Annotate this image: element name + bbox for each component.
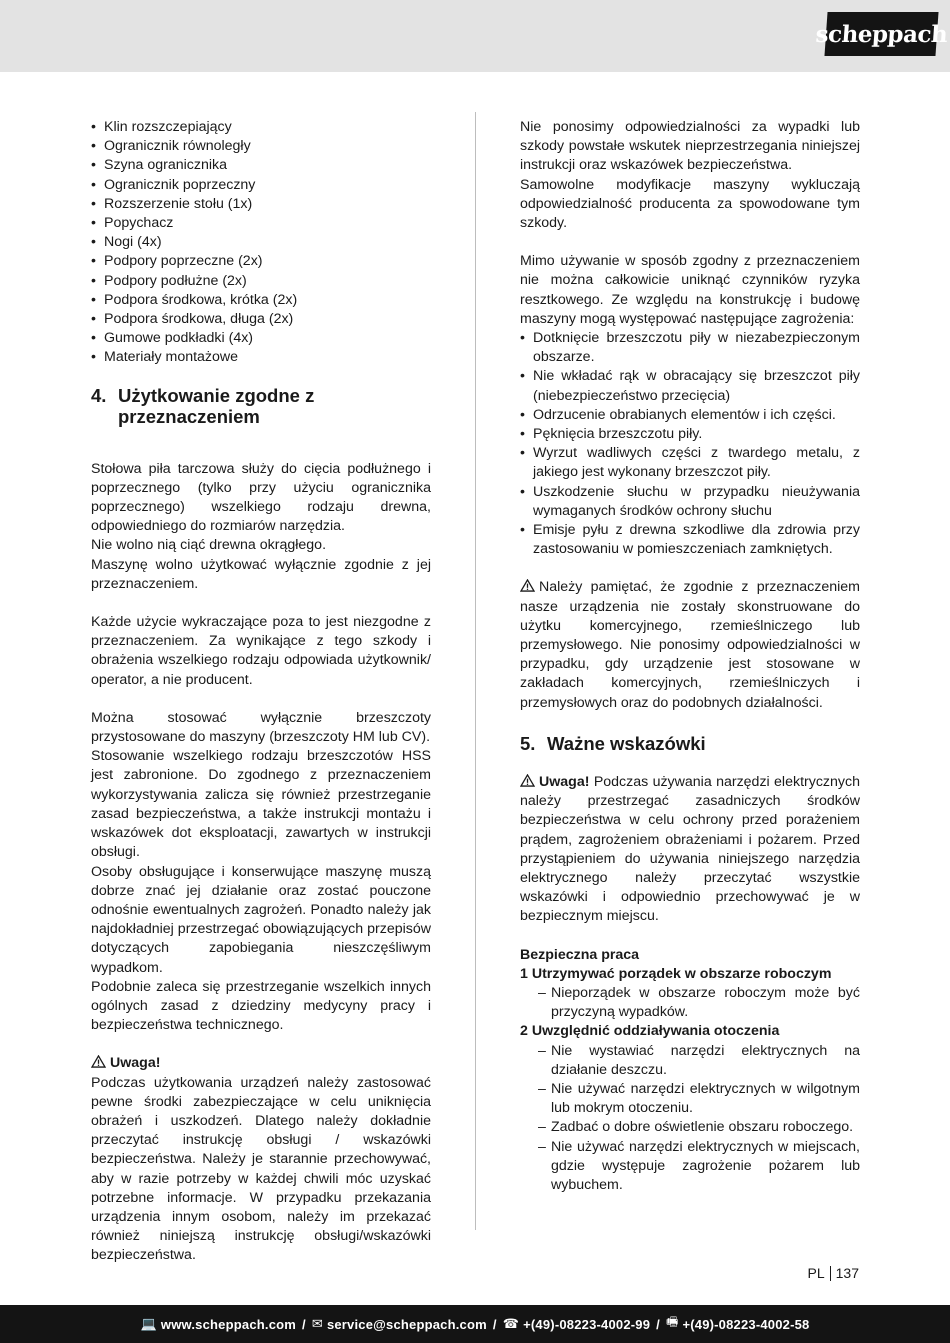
warning-heading: [91, 1054, 431, 1073]
warning-icon: [91, 1055, 106, 1068]
paragraph: Można stosować wyłącznie brzeszczoty przystosowane do maszyny (brzeszczoty HM lub CV).: [91, 709, 431, 746]
footer-website[interactable]: www.scheppach.com: [160, 1316, 297, 1332]
section-number: 4.: [91, 384, 107, 406]
page-separator: [830, 1266, 831, 1281]
column-divider: [475, 112, 476, 1230]
list-item: – Nieporządek w obszarze roboczym może być przyczyną wypadków.: [538, 984, 860, 1022]
paragraph: Maszynę wolno użytkować wyłącznie zgodnie z jej przeznaczeniem.: [91, 556, 431, 592]
section-title: Użytkowanie zgodne z przeznaczeniem: [118, 384, 315, 427]
warning-label: Uwaga!: [110, 1055, 161, 1072]
phone-icon: ☎: [502, 1316, 520, 1331]
list-item: • Podpora środkowa, krótka (2x): [91, 291, 431, 310]
footer-fax: +(49)-08223-4002-58: [682, 1316, 810, 1332]
list-item: • Popychacz: [91, 214, 431, 233]
warning-paragraph: [520, 773, 860, 927]
list-item: – Zadbać o dobre oświetlenie obszaru roboczego.: [538, 1118, 860, 1137]
mail-icon: ✉: [311, 1316, 323, 1331]
list-item: • Uszkodzenie słuchu w przypadku nieużywania wymaganych środków ochrony słuchu: [520, 483, 860, 521]
list-item: • Ogranicznik równoległy: [91, 137, 431, 156]
paragraph-text: Podczas używania narzędzi elektrycznych należy przestrzegać zasadniczych środków bezpieczeństwa w celu ochrony przed porażeniem prądem, zagrożeniem obrażeniami i pożarem. Przed przystąpieniem do używania niniejszego narzędzia elektrycznego należy przeczytać wszystkie wskazówki i odpowiednio przechowywać je w bezpiecznym miejscu.: [520, 773, 860, 925]
list-item: – Nie używać narzędzi elektrycznych w wilgotnym lub mokrym otoczeniu.: [538, 1080, 860, 1118]
fax-icon: 🖷: [665, 1314, 679, 1329]
paragraph: Nie wolno nią ciąć drewna okrągłego.: [91, 537, 327, 554]
paragraph: Mimo używanie w sposób zgodny z przeznaczeniem nie można całkowicie uniknąć czynników ryzyka resztkowego. Ze względu na konstrukcję i budowę maszyny mogą występować następujące zagrożenia:: [520, 253, 860, 327]
risk-list: [520, 329, 860, 559]
list-item: – Nie wystawiać narzędzi elektrycznych na działanie deszczu.: [538, 1042, 860, 1080]
paragraph: Stołowa piła tarczowa służy do cięcia podłużnego i poprzecznego (tylko przy użyciu ogranicznika poprzecznego) wszelkiego rodzaju drewna, odpowiedniego do rozmiarów narzędzia.: [91, 460, 431, 535]
parts-list: [91, 118, 431, 368]
footer-separator: /: [302, 1316, 306, 1332]
list-item: • Odrzucenie obrabianych elementów i ich części.: [520, 406, 860, 425]
page-number: [808, 1265, 859, 1281]
list-item: • Materiały montażowe: [91, 348, 431, 367]
right-column: [520, 118, 860, 1195]
list-item: • Rozszerzenie stołu (1x): [91, 195, 431, 214]
rule-1-list: [520, 984, 860, 1022]
warning-icon: [520, 579, 535, 592]
left-column: [91, 118, 431, 1266]
list-item: • Pęknięcia brzeszczotu piły.: [520, 425, 860, 444]
section-number: 5.: [520, 732, 536, 754]
paragraph: Stosowanie wszelkiego rodzaju brzeszczotów HSS jest zabronione. Do zgodnego z przeznaczeniem wykorzystywania zalicza się również przestrzeganie zasad bezpieczeństwa, a także instrukcji montażu i wskazówek dot eksploatacji, zawartych w instrukcji obsługi.: [91, 748, 431, 861]
paragraph-text: Należy pamiętać, że zgodnie z przeznaczeniem nasze urządzenia nie zostały skonstruowane do użytku komercyjnego, rzemieślniczego lub przemysłowego. Nie ponosimy odpowiedzialności w przypadku, gdy urządzenie jest stosowane w zakładach komercyjnych, rzemieślniczych i przemysłowych oraz do podobnych działalności.: [520, 579, 860, 711]
section-4-heading: [91, 385, 431, 427]
list-item: • Klin rozszczepiający: [91, 118, 431, 137]
list-item: • Dotknięcie brzeszczotu piły w niezabezpieczonym obszarze.: [520, 329, 860, 367]
rule-2-list: [520, 1042, 860, 1196]
list-item: • Wyrzut wadliwych części z twardego metalu, z jakiego jest wykonany brzeszczot piły.: [520, 444, 860, 482]
list-item: • Emisje pyłu z drewna szkodliwe dla zdrowia przy zastosowaniu w pomieszczeniach zamkniętych.: [520, 521, 860, 559]
list-item: • Nie wkładać rąk w obracający się brzeszczot piły (niebezpieczeństwo przecięcia): [520, 367, 860, 405]
paragraph: Podczas użytkowania urządzeń należy zastosować pewne środki zabezpieczające w celu uniknięcia obrażeń i uszkodzeń. Dlatego należy dokładnie przeczytać instrukcję obsługi / wskazówki bezpieczeństwa. Należy je starannie przechowywać, aby w razie potrzeby w każdej chwili móc uzyskać potrzebne informacje. W przypadku przekazania urządzenia innym osobom, należy im przekazać również niniejszą instrukcję obsługi/wskazówki bezpieczeństwa.: [91, 1074, 431, 1264]
footer-separator: /: [492, 1316, 497, 1332]
footer-separator: /: [656, 1316, 660, 1332]
warning-icon: [520, 774, 535, 787]
section-5-heading: [520, 733, 860, 754]
page-number-value: 137: [835, 1265, 859, 1281]
footer-contact-bar: [0, 1305, 950, 1343]
footer-phone: +(49)-08223-4002-99: [523, 1316, 651, 1332]
safe-work-heading: Bezpieczna praca: [520, 946, 640, 963]
section-title: Ważne wskazówki: [547, 732, 706, 754]
brand-logo: scheppach: [824, 12, 938, 56]
list-item: – Nie używać narzędzi elektrycznych w miejscach, gdzie występuje zagrożenie pożarem lub wybuchem.: [538, 1138, 860, 1196]
list-item: • Gumowe podkładki (4x): [91, 329, 431, 348]
paragraph: Każde użycie wykraczające poza to jest niezgodne z przeznaczeniem. Za wynikające z tego szkody i obrażenia wszelkiego rodzaju odpowiada użytkownik/ operator, a nie producent.: [91, 614, 431, 688]
footer-email[interactable]: service@scheppach.com: [326, 1316, 487, 1332]
rule-2-heading: 2 Uwzględnić oddziaływania otoczenia: [520, 1023, 780, 1040]
computer-icon: 💻: [140, 1316, 157, 1331]
list-item: • Podpory podłużne (2x): [91, 272, 431, 291]
paragraph: Podobnie zaleca się przestrzeganie wszelkich innych ogólnych zasad z dziedziny medycyny pracy i bezpieczeństwa technicznego.: [91, 978, 431, 1034]
paragraph: Osoby obsługujące i konserwujące maszynę muszą dobrze znać jej działanie oraz zostać pouczone odnośnie ewentualnych zagrożeń. Ponadto należy jak najdokładniej przestrzegać obowiązujących przepisów dotyczących zapobiegania nieszczęśliwym wypadkom.: [91, 863, 431, 976]
list-item: • Podpory poprzeczne (2x): [91, 252, 431, 271]
paragraph: Samowolne modyfikacje maszyny wykluczają odpowiedzialność producenta za spowodowane tym szkody.: [520, 176, 860, 232]
list-item: • Szyna ogranicznika: [91, 156, 431, 175]
list-item: • Podpora środkowa, długa (2x): [91, 310, 431, 329]
rule-1-heading: 1 Utrzymywać porządek w obszarze roboczym: [520, 965, 832, 982]
page-language: PL: [807, 1265, 825, 1281]
warning-paragraph: [520, 578, 860, 712]
header-band: [0, 0, 950, 72]
list-item: • Nogi (4x): [91, 233, 431, 252]
paragraph: Nie ponosimy odpowiedzialności za wypadki lub szkody powstałe wskutek nieprzestrzegania niniejszej instrukcji oraz wskazówek bezpieczeństwa.: [520, 119, 860, 174]
list-item: • Ogranicznik poprzeczny: [91, 176, 431, 195]
warning-label: Uwaga!: [539, 773, 590, 790]
